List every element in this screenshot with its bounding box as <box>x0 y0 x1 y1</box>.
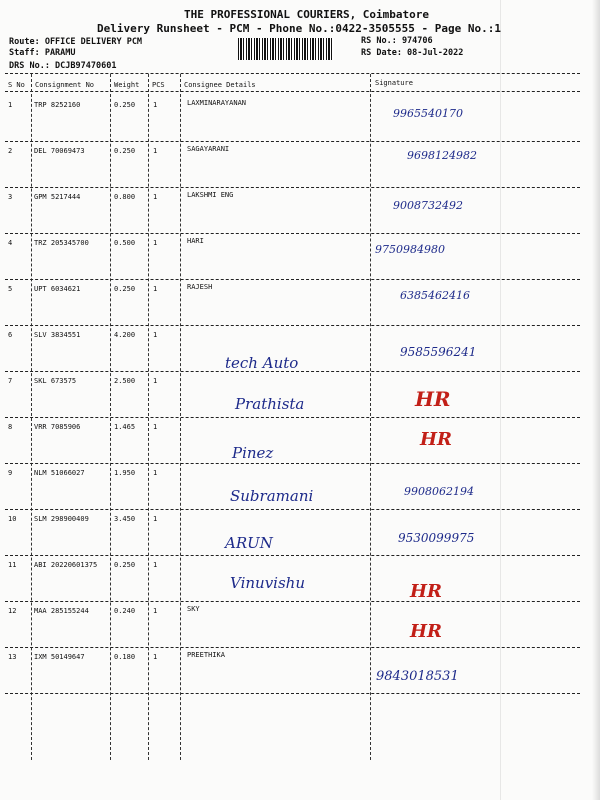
row-consignment-no: VRR 7085906 <box>34 423 81 431</box>
row-consignment-no: SKL 673575 <box>34 377 77 385</box>
row-sno: 3 <box>8 193 13 201</box>
row-divider <box>5 509 580 510</box>
row-sno: 2 <box>8 147 13 155</box>
row-weight: 0.180 <box>114 653 136 661</box>
table-row <box>0 189 600 235</box>
row-weight: 0.500 <box>114 239 136 247</box>
row-pcs: 1 <box>153 607 158 615</box>
table-row <box>0 649 600 695</box>
row-sno: 6 <box>8 331 13 339</box>
row-sno: 13 <box>8 653 17 661</box>
row-signature: 6385462416 <box>400 289 470 302</box>
row-divider <box>5 647 580 648</box>
row-consignment-no: NLM 51066027 <box>34 469 85 477</box>
header-rule-top <box>5 73 580 74</box>
row-handwritten-name: Prathista <box>235 395 305 413</box>
table-row <box>0 235 600 281</box>
row-weight: 1.465 <box>114 423 136 431</box>
row-pcs: 1 <box>153 469 158 477</box>
row-divider <box>5 463 580 464</box>
row-divider <box>5 325 580 326</box>
col-header-sno: S No <box>8 81 25 89</box>
row-weight: 1.950 <box>114 469 136 477</box>
row-consignment-no: TRZ 205345700 <box>34 239 89 247</box>
row-consignee: LAKSHMI ENG <box>187 191 234 199</box>
row-handwritten-name: tech Auto <box>225 354 299 372</box>
rs-number: RS No.: 974706 <box>361 36 433 46</box>
row-signature: 9008732492 <box>393 199 463 212</box>
row-pcs: 1 <box>153 377 158 385</box>
row-weight: 0.250 <box>114 101 136 109</box>
row-pcs: 1 <box>153 239 158 247</box>
col-header-pcs: PCS <box>152 81 165 89</box>
table-row <box>0 373 600 419</box>
row-consignment-no: UPT 6034621 <box>34 285 81 293</box>
row-signature: 9585596241 <box>400 345 477 359</box>
row-weight: 0.250 <box>114 561 136 569</box>
row-consignment-no: SLV 3834551 <box>34 331 81 339</box>
table-row <box>0 97 600 143</box>
row-sno: 12 <box>8 607 17 615</box>
row-weight: 0.240 <box>114 607 136 615</box>
row-consignment-no: DEL 70069473 <box>34 147 85 155</box>
row-sno: 4 <box>8 239 13 247</box>
row-sno: 8 <box>8 423 13 431</box>
row-handwritten-name: ARUN <box>225 534 273 552</box>
row-pcs: 1 <box>153 653 158 661</box>
row-weight: 3.450 <box>114 515 136 523</box>
row-handwritten-name: Vinuvishu <box>230 574 305 592</box>
row-consignment-no: IXM 50149647 <box>34 653 85 661</box>
table-row <box>0 557 600 603</box>
row-consignment-no: TRP 8252160 <box>34 101 81 109</box>
row-divider <box>5 141 580 142</box>
row-pcs: 1 <box>153 515 158 523</box>
table-row <box>0 143 600 189</box>
row-pcs: 1 <box>153 101 158 109</box>
row-pcs: 1 <box>153 561 158 569</box>
row-consignee: PREETHIKA <box>187 651 225 659</box>
row-handwritten-name: Pinez <box>232 444 274 462</box>
row-signature: 9530099975 <box>398 531 475 545</box>
row-consignee: RAJESH <box>187 283 213 291</box>
drs-number: DRS No.: DCJB97470601 <box>9 61 117 71</box>
row-handwritten-name: Subramani <box>230 487 314 505</box>
row-pcs: 1 <box>153 331 158 339</box>
row-sno: 7 <box>8 377 13 385</box>
row-consignee: SKY <box>187 605 200 613</box>
staff-text: Staff: PARAMU <box>9 48 76 58</box>
row-signature: HR <box>410 581 442 602</box>
row-signature: 9698124982 <box>407 149 477 162</box>
table-row <box>0 511 600 557</box>
col-header-weight: Weight <box>114 81 140 89</box>
row-consignment-no: ABI 20220601375 <box>34 561 98 569</box>
table-row <box>0 419 600 465</box>
table-row <box>0 465 600 511</box>
row-pcs: 1 <box>153 423 158 431</box>
row-weight: 2.500 <box>114 377 136 385</box>
row-weight: 4.200 <box>114 331 136 339</box>
row-divider <box>5 371 580 372</box>
row-consignee: SAGAYARANI <box>187 145 230 153</box>
row-divider <box>5 187 580 188</box>
table-row <box>0 281 600 327</box>
route-text: Route: OFFICE DELIVERY PCM <box>9 37 143 47</box>
table-row <box>0 603 600 649</box>
col-header-consignee: Consignee Details <box>184 81 256 89</box>
row-sno: 9 <box>8 469 13 477</box>
row-consignee: HARI <box>187 237 204 245</box>
row-consignment-no: MAA 285155244 <box>34 607 89 615</box>
col-header-signature: Signature <box>375 79 413 87</box>
row-signature: HR <box>415 387 451 411</box>
row-divider <box>5 693 580 694</box>
row-divider <box>5 279 580 280</box>
runsheet-title: Delivery Runsheet - PCM - Phone No.:0422-3505555 - Page No.:1 <box>97 22 501 35</box>
row-signature: 9965540170 <box>393 107 463 120</box>
row-sno: 10 <box>8 515 17 523</box>
row-divider <box>5 233 580 234</box>
row-sno: 11 <box>8 561 17 569</box>
row-consignment-no: GPM 5217444 <box>34 193 81 201</box>
row-weight: 0.250 <box>114 147 136 155</box>
header-rule-bottom <box>5 91 580 92</box>
row-signature: 9843018531 <box>376 669 459 684</box>
row-signature: 9750984980 <box>375 243 445 256</box>
row-consignment-no: SLM 298900409 <box>34 515 89 523</box>
rs-date: RS Date: 08-Jul-2022 <box>361 48 464 58</box>
row-signature: 9908062194 <box>404 485 474 498</box>
row-sno: 5 <box>8 285 13 293</box>
row-signature: HR <box>410 621 442 642</box>
row-consignee: LAXMINARAYANAN <box>187 99 247 107</box>
table-row <box>0 327 600 373</box>
row-divider <box>5 417 580 418</box>
barcode <box>238 38 334 60</box>
col-header-consignment: Consignment No <box>35 81 95 89</box>
row-divider <box>5 601 580 602</box>
row-pcs: 1 <box>153 147 158 155</box>
row-divider <box>5 555 580 556</box>
row-sno: 1 <box>8 101 13 109</box>
row-signature: HR <box>420 429 452 450</box>
row-pcs: 1 <box>153 285 158 293</box>
row-pcs: 1 <box>153 193 158 201</box>
row-weight: 0.800 <box>114 193 136 201</box>
company-name: THE PROFESSIONAL COURIERS, Coimbatore <box>184 8 430 21</box>
row-weight: 0.250 <box>114 285 136 293</box>
